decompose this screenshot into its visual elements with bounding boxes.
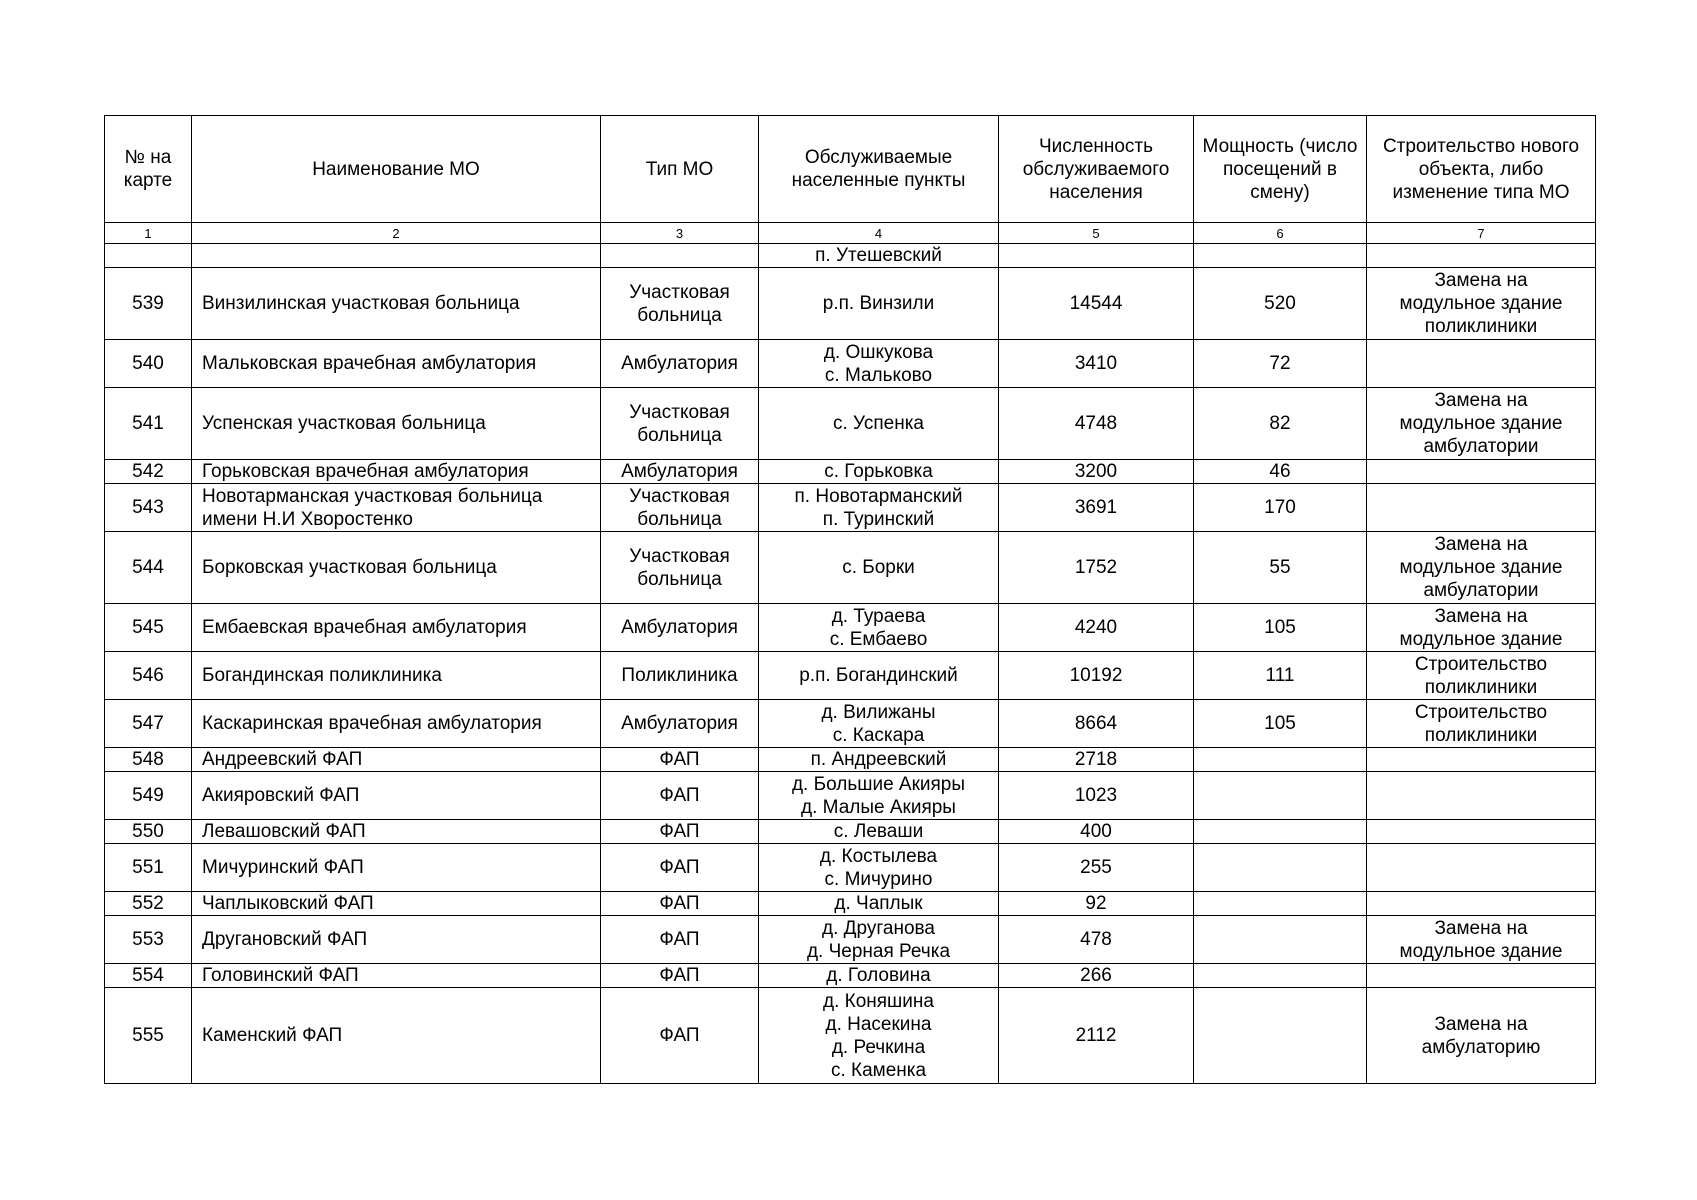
column-number: 1 <box>105 223 192 244</box>
served-settlements: с. Борки <box>759 532 999 604</box>
capacity-visits <box>1194 916 1367 964</box>
served-settlements: п. Новотарманский п. Туринский <box>759 484 999 532</box>
served-settlements: д. Ошкукова с. Мальково <box>759 340 999 388</box>
facility-name: Левашовский ФАП <box>192 820 601 844</box>
capacity-visits: 46 <box>1194 460 1367 484</box>
served-population: 2112 <box>999 988 1194 1084</box>
served-population: 255 <box>999 844 1194 892</box>
facility-type <box>601 244 759 268</box>
facility-type: Амбулатория <box>601 340 759 388</box>
row-number: 546 <box>105 652 192 700</box>
served-population <box>999 244 1194 268</box>
facility-name <box>192 244 601 268</box>
row-number: 545 <box>105 604 192 652</box>
row-number: 543 <box>105 484 192 532</box>
construction-plan: Замена на модульное здание амбулатории <box>1367 532 1596 604</box>
capacity-visits: 72 <box>1194 340 1367 388</box>
header-cell: Обслуживаемые населенные пункты <box>759 116 999 223</box>
construction-plan <box>1367 460 1596 484</box>
row-number: 551 <box>105 844 192 892</box>
capacity-visits <box>1194 244 1367 268</box>
facility-type: ФАП <box>601 916 759 964</box>
served-population: 1752 <box>999 532 1194 604</box>
capacity-visits <box>1194 964 1367 988</box>
facility-type: Амбулатория <box>601 604 759 652</box>
facility-type: Участковая больница <box>601 532 759 604</box>
header-cell: Тип МО <box>601 116 759 223</box>
served-population: 8664 <box>999 700 1194 748</box>
served-settlements: с. Успенка <box>759 388 999 460</box>
facility-name: Каменский ФАП <box>192 988 601 1084</box>
served-settlements: д. Чаплык <box>759 892 999 916</box>
header-cell: Численность обслуживаемого населения <box>999 116 1194 223</box>
served-population: 2718 <box>999 748 1194 772</box>
facility-name: Чаплыковский ФАП <box>192 892 601 916</box>
capacity-visits: 520 <box>1194 268 1367 340</box>
facility-name: Ембаевская врачебная амбулатория <box>192 604 601 652</box>
table-row <box>105 340 1596 388</box>
facility-type: ФАП <box>601 964 759 988</box>
served-population: 400 <box>999 820 1194 844</box>
construction-plan: Замена на модульное здание <box>1367 604 1596 652</box>
table-row <box>105 844 1596 892</box>
facility-name: Андреевский ФАП <box>192 748 601 772</box>
capacity-visits: 170 <box>1194 484 1367 532</box>
medical-facilities-table <box>104 115 1596 1084</box>
table-row <box>105 820 1596 844</box>
facility-type: ФАП <box>601 820 759 844</box>
table-row <box>105 772 1596 820</box>
facility-type: Амбулатория <box>601 460 759 484</box>
table-row <box>105 388 1596 460</box>
served-settlements: с. Горьковка <box>759 460 999 484</box>
row-number: 539 <box>105 268 192 340</box>
served-settlements: д. Коняшина д. Насекина д. Речкина с. Каменка <box>759 988 999 1084</box>
column-number: 4 <box>759 223 999 244</box>
served-population: 266 <box>999 964 1194 988</box>
served-population: 92 <box>999 892 1194 916</box>
capacity-visits <box>1194 988 1367 1084</box>
row-number <box>105 244 192 268</box>
facility-type: Поликлиника <box>601 652 759 700</box>
served-population: 3410 <box>999 340 1194 388</box>
column-number: 5 <box>999 223 1194 244</box>
capacity-visits <box>1194 892 1367 916</box>
facility-type: Участковая больница <box>601 484 759 532</box>
construction-plan <box>1367 964 1596 988</box>
served-settlements: д. Костылева с. Мичурино <box>759 844 999 892</box>
facility-name: Каскаринская врачебная амбулатория <box>192 700 601 748</box>
table-row <box>105 652 1596 700</box>
construction-plan <box>1367 844 1596 892</box>
capacity-visits: 105 <box>1194 700 1367 748</box>
construction-plan: Замена на модульное здание амбулатории <box>1367 388 1596 460</box>
facility-type: ФАП <box>601 988 759 1084</box>
facility-type: ФАП <box>601 748 759 772</box>
facility-name: Акияровский ФАП <box>192 772 601 820</box>
row-number: 541 <box>105 388 192 460</box>
capacity-visits: 105 <box>1194 604 1367 652</box>
row-number: 540 <box>105 340 192 388</box>
construction-plan: Замена на модульное здание <box>1367 916 1596 964</box>
facility-name: Успенская участковая больница <box>192 388 601 460</box>
table-row <box>105 532 1596 604</box>
facility-type: Участковая больница <box>601 388 759 460</box>
served-population: 3200 <box>999 460 1194 484</box>
column-number: 6 <box>1194 223 1367 244</box>
construction-plan <box>1367 892 1596 916</box>
facility-name: Борковская участковая больница <box>192 532 601 604</box>
capacity-visits: 82 <box>1194 388 1367 460</box>
header-cell: Мощность (число посещений в смену) <box>1194 116 1367 223</box>
facility-type: ФАП <box>601 844 759 892</box>
construction-plan <box>1367 748 1596 772</box>
row-number: 548 <box>105 748 192 772</box>
facility-type: Участковая больница <box>601 268 759 340</box>
row-number: 553 <box>105 916 192 964</box>
table-row <box>105 604 1596 652</box>
row-number: 542 <box>105 460 192 484</box>
capacity-visits <box>1194 772 1367 820</box>
facility-name: Богандинская поликлиника <box>192 652 601 700</box>
capacity-visits <box>1194 820 1367 844</box>
column-number: 2 <box>192 223 601 244</box>
facility-name: Горьковская врачебная амбулатория <box>192 460 601 484</box>
facility-type: Амбулатория <box>601 700 759 748</box>
construction-plan <box>1367 484 1596 532</box>
served-population: 3691 <box>999 484 1194 532</box>
construction-plan: Строительство поликлиники <box>1367 700 1596 748</box>
facility-name: Новотарманская участковая больница имени Н.И Хворостенко <box>192 484 601 532</box>
facility-name: Винзилинская участковая больница <box>192 268 601 340</box>
table-row <box>105 748 1596 772</box>
table-row <box>105 484 1596 532</box>
construction-plan: Замена на амбулаторию <box>1367 988 1596 1084</box>
row-number: 554 <box>105 964 192 988</box>
column-number: 7 <box>1367 223 1596 244</box>
table-row <box>105 988 1596 1084</box>
served-settlements: с. Леваши <box>759 820 999 844</box>
served-settlements: п. Утешевский <box>759 244 999 268</box>
row-number: 552 <box>105 892 192 916</box>
row-number: 549 <box>105 772 192 820</box>
facility-name: Головинский ФАП <box>192 964 601 988</box>
capacity-visits: 55 <box>1194 532 1367 604</box>
facility-name: Мичуринский ФАП <box>192 844 601 892</box>
table-row <box>105 916 1596 964</box>
row-number: 555 <box>105 988 192 1084</box>
facility-type: ФАП <box>601 892 759 916</box>
column-number-row <box>105 223 1596 244</box>
served-population: 4748 <box>999 388 1194 460</box>
served-settlements: п. Андреевский <box>759 748 999 772</box>
construction-plan: Замена на модульное здание поликлиники <box>1367 268 1596 340</box>
construction-plan <box>1367 340 1596 388</box>
served-population: 10192 <box>999 652 1194 700</box>
served-settlements: д. Большие Акияры д. Малые Акияры <box>759 772 999 820</box>
header-cell: Строительство нового объекта, либо изменение типа МО <box>1367 116 1596 223</box>
served-population: 1023 <box>999 772 1194 820</box>
facility-type: ФАП <box>601 772 759 820</box>
served-population: 14544 <box>999 268 1194 340</box>
header-row <box>105 116 1596 223</box>
header-cell: Наименование МО <box>192 116 601 223</box>
header-cell: № на карте <box>105 116 192 223</box>
table-row <box>105 964 1596 988</box>
row-number: 544 <box>105 532 192 604</box>
row-number: 550 <box>105 820 192 844</box>
served-settlements: д. Тураева с. Ембаево <box>759 604 999 652</box>
facility-name: Другановский ФАП <box>192 916 601 964</box>
capacity-visits: 111 <box>1194 652 1367 700</box>
table-row <box>105 244 1596 268</box>
served-population: 478 <box>999 916 1194 964</box>
table-row <box>105 460 1596 484</box>
table-row <box>105 892 1596 916</box>
construction-plan: Строительство поликлиники <box>1367 652 1596 700</box>
table-row <box>105 700 1596 748</box>
column-number: 3 <box>601 223 759 244</box>
table-body <box>105 244 1596 1084</box>
construction-plan <box>1367 820 1596 844</box>
served-settlements: р.п. Винзили <box>759 268 999 340</box>
construction-plan <box>1367 772 1596 820</box>
construction-plan <box>1367 244 1596 268</box>
served-population: 4240 <box>999 604 1194 652</box>
facility-name: Мальковская врачебная амбулатория <box>192 340 601 388</box>
served-settlements: д. Вилижаны с. Каскара <box>759 700 999 748</box>
capacity-visits <box>1194 844 1367 892</box>
served-settlements: д. Друганова д. Черная Речка <box>759 916 999 964</box>
row-number: 547 <box>105 700 192 748</box>
table-row <box>105 268 1596 340</box>
served-settlements: р.п. Богандинский <box>759 652 999 700</box>
capacity-visits <box>1194 748 1367 772</box>
served-settlements: д. Головина <box>759 964 999 988</box>
